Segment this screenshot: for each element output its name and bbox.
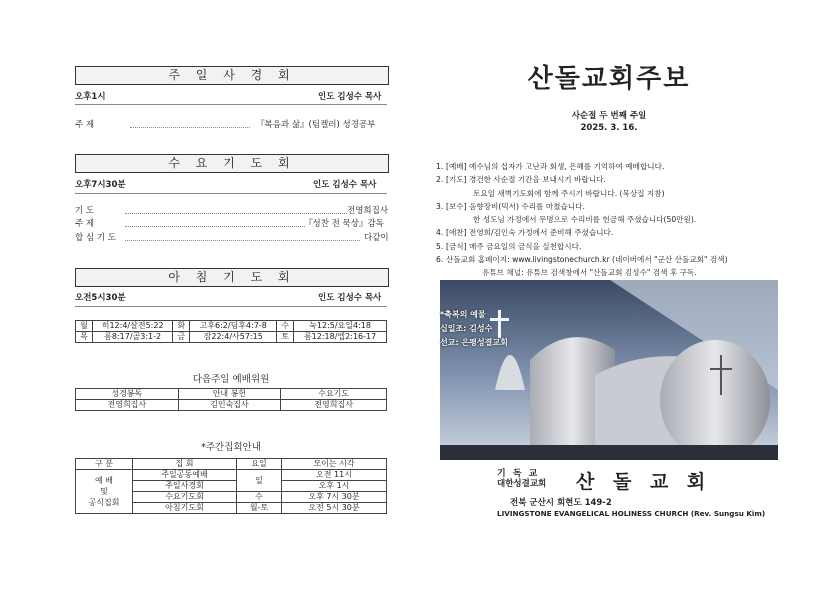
day-cell: 화 xyxy=(173,321,190,332)
header-cell: 성경봉독 xyxy=(76,389,179,400)
morning-time: 오전5시30분 xyxy=(75,293,126,303)
divider xyxy=(75,306,387,307)
denomination-label-2: 대한성결교회 xyxy=(497,479,547,489)
list-item xyxy=(436,187,781,200)
wednesday-row-value: 다같이 xyxy=(364,233,389,243)
offering-caption xyxy=(440,308,508,350)
caption-line: 선교: 은평성결교회 xyxy=(440,338,508,347)
news-text: [보수] 음향장비(믹서) 수리를 마쳤습니다. xyxy=(446,201,585,211)
meeting-name: 주일사경회 xyxy=(133,481,237,492)
news-num: 2. xyxy=(436,175,444,185)
group-cell xyxy=(76,470,133,514)
news-num: 1. xyxy=(436,162,444,171)
verse-cell: 눅12:5/요일4:18 xyxy=(294,321,387,332)
sunday-topic-label: 주 제 xyxy=(75,120,95,130)
group-label: 및 xyxy=(100,487,108,496)
meeting-day: 월-토 xyxy=(237,503,282,514)
list-item xyxy=(436,160,781,173)
value-cell: 김인숙집사 xyxy=(178,400,281,411)
verse-cell: 롬12:18/엡2:16-17 xyxy=(294,332,387,343)
value-cell: 전영희집사 xyxy=(281,400,387,411)
leader-dots xyxy=(125,213,347,214)
church-name: 산 돌 교 회 xyxy=(576,471,712,493)
day-cell: 월 xyxy=(76,321,93,332)
news-text: [예배] 예수님의 십자가 고난과 회생, 은혜를 기억하여 예배합니다. xyxy=(446,162,665,171)
wednesday-title: 수 요 기 도 회 xyxy=(75,154,389,173)
wednesday-leader: 인도 김성수 목사 xyxy=(313,180,377,190)
meeting-day: 일 xyxy=(237,470,282,492)
church-photo xyxy=(440,280,778,460)
news-text: 유튜브 채널: 유튜브 검색창에서 "산돌교회 김성수" 검색 후 구독. xyxy=(482,268,697,278)
meeting-time: 오전 5시 30분 xyxy=(282,503,387,514)
list-item xyxy=(436,173,781,186)
sunday-title: 주 일 사 경 회 xyxy=(75,66,389,85)
verse-cell: 히12:4/살전5:22 xyxy=(93,321,173,332)
group-label: 공식집회 xyxy=(88,498,120,507)
news-text: [애찬] 전영희/김인숙 가정에서 준비해 주셨습니다. xyxy=(446,228,614,238)
sunday-time: 오후1시 xyxy=(75,92,106,102)
value-cell: 전영희집사 xyxy=(76,400,179,411)
news-text: [금식] 매주 금요일의 금식을 실천합시다. xyxy=(446,241,582,251)
list-item xyxy=(436,266,781,279)
wednesday-row-value: 전영희집사 xyxy=(347,206,389,216)
news-num: 5. xyxy=(436,241,444,251)
meeting-time: 오전 11시 xyxy=(282,470,387,481)
news-num: 4. xyxy=(436,228,444,238)
meetings-title: *주간집회안내 xyxy=(201,442,261,453)
leader-dots xyxy=(130,127,250,128)
morning-title: 아 침 기 도 회 xyxy=(75,268,389,287)
header-cell: 집 회 xyxy=(133,459,237,470)
day-cell: 금 xyxy=(173,332,190,343)
news-text: 토요일 새벽기도회에 함께 주시기 바랍니다. (묵상집 지참) xyxy=(473,188,665,198)
verse-cell: 잠22:4/사57:15 xyxy=(190,332,277,343)
table-row xyxy=(76,332,387,343)
news-text: 산돌교회 홈페이지: www.livingstonechurch.kr (네이버에서 "군산 산돌교회" 검색) xyxy=(446,255,728,265)
meeting-name: 아침기도회 xyxy=(133,503,237,514)
next-week-title: 다음주일 예배위원 xyxy=(192,374,270,385)
news-text: 한 성도님 가정에서 무명으로 수리비를 헌금해 주셨습니다(50만원). xyxy=(473,215,697,225)
meeting-time: 오후 1시 xyxy=(282,481,387,492)
leader-dots xyxy=(125,226,305,227)
bulletin-title: 산돌교회주보 xyxy=(527,64,691,94)
header-cell: 안내 봉헌 xyxy=(178,389,281,400)
church-english-name: LIVINGSTONE EVANGELICAL HOLINESS CHURCH (Rev. Sungsu Kim) xyxy=(497,509,766,518)
wednesday-row-label: 주 제 xyxy=(75,219,95,229)
caption-line: *축복의 예물 xyxy=(440,310,486,319)
list-item xyxy=(436,213,781,226)
sunday-topic: 『복음과 삶』(팀켈러) 성경공부 xyxy=(256,120,376,130)
table-row xyxy=(76,400,387,411)
meeting-time: 오후 7시 30분 xyxy=(282,492,387,503)
caption-line: 십일조: 김성수 xyxy=(440,324,493,333)
wednesday-row-label: 기 도 xyxy=(75,206,95,216)
wednesday-time: 오후7시30분 xyxy=(75,180,126,190)
church-building-image xyxy=(440,280,778,460)
wednesday-row-label: 합 심 기 도 xyxy=(75,233,116,243)
divider xyxy=(75,193,387,194)
leader-dots xyxy=(125,240,360,241)
news-num: 6. xyxy=(436,255,444,265)
group-label: 예 배 xyxy=(95,476,113,485)
list-item xyxy=(436,240,781,253)
day-cell: 토 xyxy=(277,332,294,343)
news-list xyxy=(436,160,781,280)
day-cell: 목 xyxy=(76,332,93,343)
table-row xyxy=(76,470,387,481)
next-week-table xyxy=(75,388,387,411)
day-cell: 수 xyxy=(277,321,294,332)
verse-cell: 롬8:17/골3:1-2 xyxy=(93,332,173,343)
meeting-name: 주일공동예배 xyxy=(133,470,237,481)
bulletin-date: 2025. 3. 16. xyxy=(580,123,638,133)
sunday-leader: 인도 김성수 목사 xyxy=(318,92,382,102)
church-address: 전북 군산시 회현도 149-2 xyxy=(510,498,612,508)
header-cell: 모이는 시각 xyxy=(282,459,387,470)
meeting-name: 수요기도회 xyxy=(133,492,237,503)
table-row xyxy=(76,321,387,332)
divider xyxy=(75,104,387,105)
header-cell: 수요기도 xyxy=(281,389,387,400)
header-cell: 구 분 xyxy=(76,459,133,470)
wednesday-row-value: 『성찬 전 묵상』감독 xyxy=(304,219,384,229)
denomination-label: 기 독 교 xyxy=(497,469,540,479)
morning-leader: 인도 김성수 목사 xyxy=(318,293,382,303)
header-cell: 요일 xyxy=(237,459,282,470)
list-item xyxy=(436,253,781,266)
news-text: [기도] 경건한 사순절 기간을 보내시기 바랍니다. xyxy=(446,175,606,185)
table-row xyxy=(76,459,387,470)
morning-schedule-table xyxy=(75,320,387,343)
table-row xyxy=(76,389,387,400)
list-item xyxy=(436,226,781,239)
meeting-day: 수 xyxy=(237,492,282,503)
verse-cell: 고후6:2/딤후4:7-8 xyxy=(190,321,277,332)
list-item xyxy=(436,200,781,213)
bulletin-subtitle: 사순절 두 번째 주일 xyxy=(571,111,647,121)
news-num: 3. xyxy=(436,201,444,211)
meetings-table xyxy=(75,458,387,514)
